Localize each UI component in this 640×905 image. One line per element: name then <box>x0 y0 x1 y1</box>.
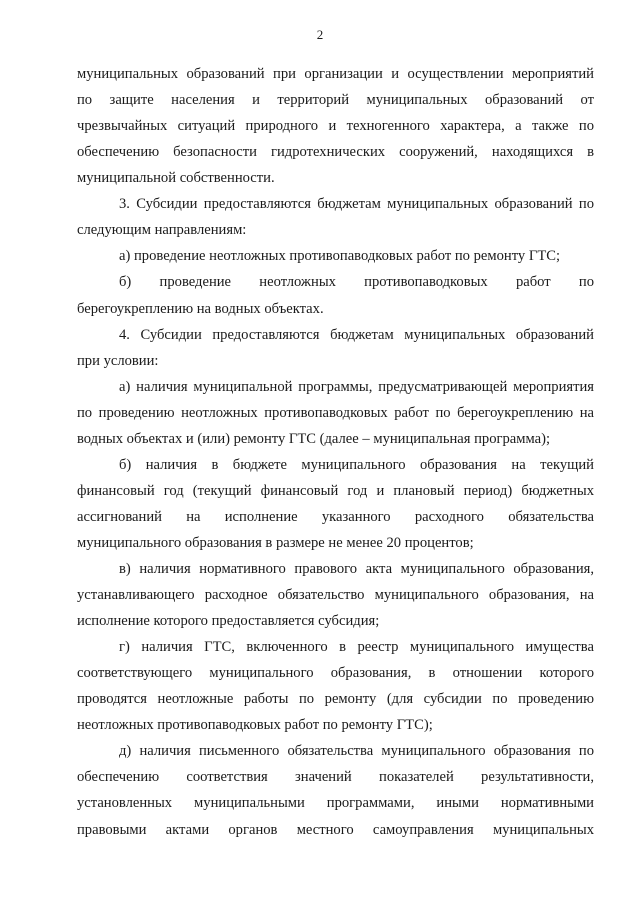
text-line: обеспечению соответствия значений показателей результативности, <box>77 769 594 786</box>
text-line: следующим направлениям: <box>77 222 247 239</box>
text-line: муниципального образования в размере не менее 20 процентов; <box>77 534 474 551</box>
text-line: исполнение которого предоставляется субсидия; <box>77 613 380 630</box>
text-line: б) наличия в бюджете муниципального образования на текущий <box>119 456 594 473</box>
text-line: проводятся неотложные работы по ремонту (для субсидии по проведению <box>77 691 594 708</box>
text-line: муниципальной собственности. <box>77 170 275 187</box>
text-line: водных объектах и (или) ремонту ГТС (далее – муниципальная программа); <box>77 430 551 447</box>
text-line: при условии: <box>77 352 159 369</box>
text-line: чрезвычайных ситуаций природного и техногенного характера, а также по <box>77 118 594 135</box>
text-line: в) наличия нормативного правового акта муниципального образования, <box>119 561 594 577</box>
text-line: муниципальных образований при организации и осуществлении мероприятий <box>77 66 594 82</box>
text-line: берегоукреплению на водных объектах. <box>77 300 324 317</box>
text-line: 3. Субсидии предоставляются бюджетам муниципальных образований по <box>119 196 594 213</box>
text-line: а) наличия муниципальной программы, предусматривающей мероприятия <box>119 378 594 395</box>
text-line: 4. Субсидии предоставляются бюджетам муниципальных образований <box>119 326 594 343</box>
text-line: правовыми актами органов местного самоуправления муниципальных <box>77 821 594 838</box>
text-line: г) наличия ГТС, включенного в реестр муниципального имущества <box>119 639 594 656</box>
text-line: устанавливающего расходное обязательство муниципального образования, на <box>77 587 594 603</box>
text-line: соответствующего муниципального образования, в отношении которого <box>77 665 594 682</box>
text-line: ассигнований на исполнение указанного расходного обязательства <box>77 508 594 525</box>
text-line: д) наличия письменного обязательства муниципального образования по <box>119 743 594 760</box>
text-line: по защите населения и территорий муниципальных образований от <box>77 92 594 108</box>
text-line: финансовый год (текущий финансовый год и плановый период) бюджетных <box>77 482 594 499</box>
text-line: обеспечению безопасности гидротехнических сооружений, находящихся в <box>77 144 594 161</box>
text-line: б) проведение неотложных противопаводковых работ по <box>119 274 594 291</box>
text-line: по проведению неотложных противопаводковых работ по берегоукреплению на <box>77 404 594 421</box>
text-line: неотложных противопаводковых работ по ремонту ГТС); <box>77 717 433 734</box>
page-number: 2 <box>316 27 324 42</box>
text-line: установленных муниципальными программами, иными нормативными <box>77 795 594 812</box>
text-line: а) проведение неотложных противопаводковых работ по ремонту ГТС; <box>119 248 561 265</box>
